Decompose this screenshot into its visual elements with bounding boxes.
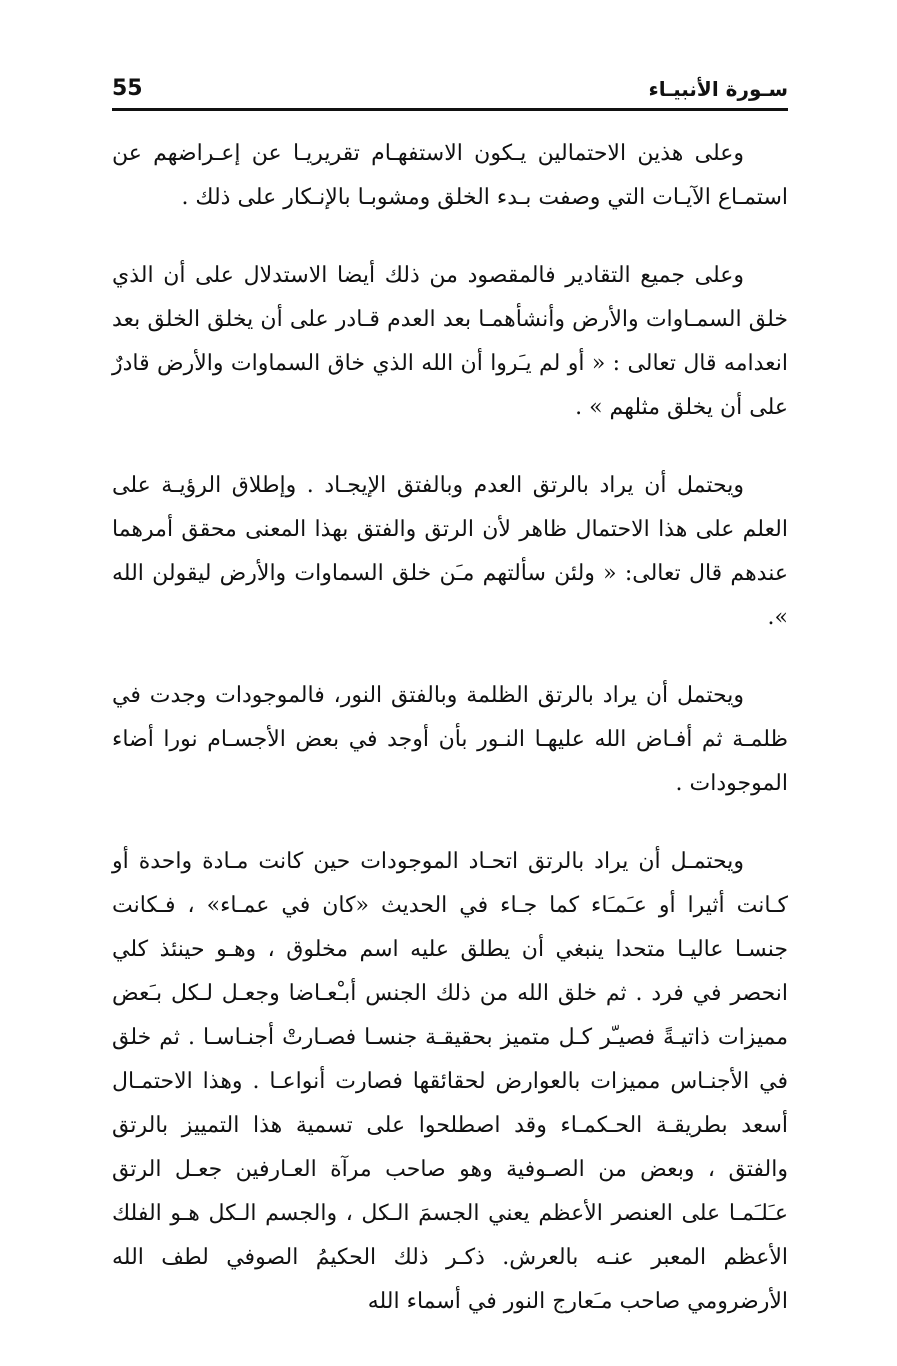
header-rule xyxy=(112,108,788,111)
page-header xyxy=(112,74,788,104)
paragraph-text: ويحتمل أن يراد بالرتق العدم وبالفتق الإيجـاد . وإطلاق الرؤيـة على العلم على هذا الاحتمال ظاهر لأن الرتق والفتق بهذا المعنى محقق أمرهما عندهم قال تعالى: « ولئن سألتهم مـَن خلق السماوات والأرض ليقولن الله ». xyxy=(112,473,788,630)
paragraph-text: ويحتمل أن يراد بالرتق الظلمة وبالفتق النور، فالموجودات وجدت في ظلمـة ثم أفـاض الله عليهـا النـور بأن أوجد في بعض الأجسـام نورا أضاء الموجودات . xyxy=(112,683,788,796)
page-body xyxy=(112,132,788,1358)
paragraph-text: وعلى جميع التقادير فالمقصود من ذلك أيضا الاستدلال على أن الذي خلق السمـاوات والأرض وأنشأهمـا بعد العدم قـادر على أن يخلق الخلق بعد انعدامه قال تعالى : « أو لم يـَروا أن الله الذي خاق السماوات والأرض قادرٌ على أن يخلق مثلهم » . xyxy=(112,263,788,420)
running-title: سـورة الأنبيـاء xyxy=(648,77,788,101)
paragraph-1 xyxy=(112,132,788,220)
paragraph-3 xyxy=(112,464,788,640)
paragraph-5 xyxy=(112,840,788,1324)
page-number: 55 xyxy=(112,76,143,101)
paragraph-4 xyxy=(112,674,788,806)
paragraph-2 xyxy=(112,254,788,430)
paragraph-text: ويحتمـل أن يراد بالرتق اتحـاد الموجودات حين كانت مـادة واحدة أو كـانت أثيرا أو عـَمـَاء كما جـاء في الحديث «كان في عمـاء» ، فـكانت جنسـا عاليـا متحدا ينبغي أن يطلق عليه اسم مخلوق ، وهـو حينئذ كلي انحصر في فرد . ثم خلق الله من ذلك الجنس أبـْعـاضا وجعـل لـكل بـَعض مميزات ذاتيـةً فصيـّر كـل متميز بحقيقـة جنسـا فصـارتْ أجنـاسـا . ثم خلق في الأجنـاس مميزات بالعوارض لحقائقها فصارت أنواعـا . وهذا الاحتمـال أسعد بطريقـة الحـكمـاء وقد اصطلحوا على تسمية هذا التمييز بالرتق والفتق ، وبعض من الصـوفية وهو صاحب مرآة العـارفين جعـل الرتق عـَلـَمـا على العنصر الأعظم يعني الجسمَ الـكل ، والجسم الـكل هـو الفلك الأعظم المعبر عنـه بالعرش. ذكـر ذلك الحكيمُ الصوفي لطف الله الأرضرومي صاحب مـَعارج النور في أسماء الله xyxy=(112,849,788,1314)
paragraph-text: وعلى هذين الاحتمالين يـكون الاستفهـام تقريريـا عن إعـراضهم عن استمـاع الآيـات التي وصفت بـدء الخلق ومشوبـا بالإنـكار على ذلك . xyxy=(112,141,788,210)
